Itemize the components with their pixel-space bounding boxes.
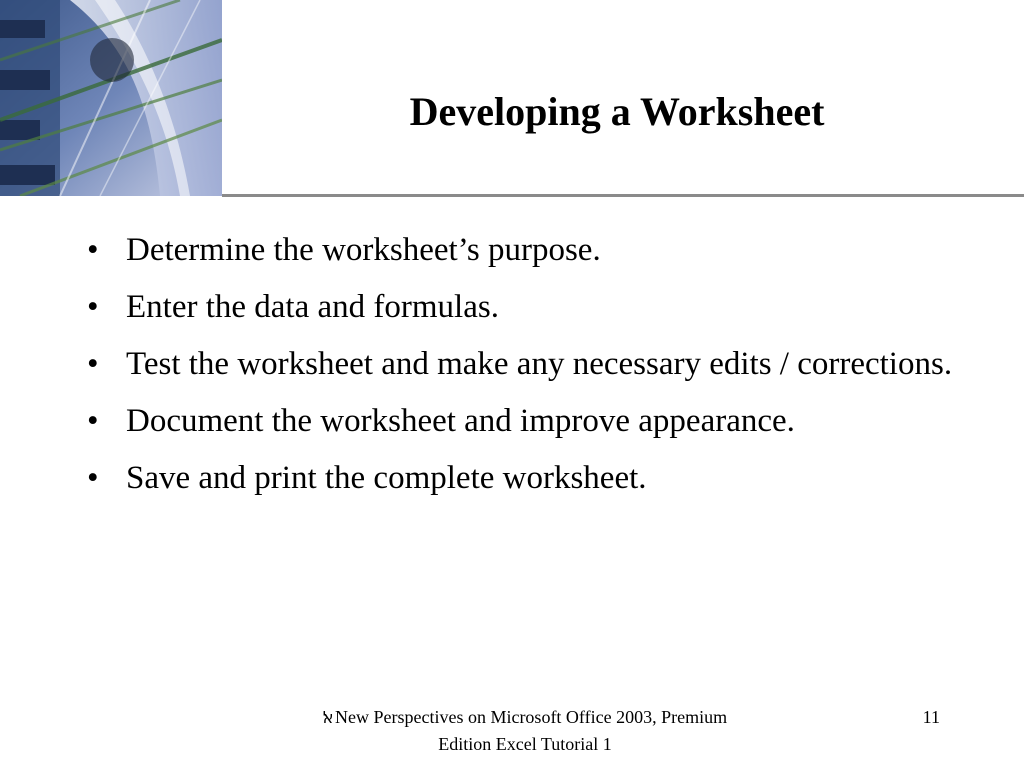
bullet-text: Test the worksheet and make any necessary edits / corrections.	[126, 346, 953, 382]
header-architecture-image	[0, 0, 222, 196]
bullet-marker: •	[87, 403, 99, 439]
bullet-item	[82, 342, 962, 387]
footer-line-2: Edition Excel Tutorial 1	[438, 734, 612, 754]
bullet-item	[82, 456, 962, 501]
architecture-photo-icon	[0, 0, 222, 196]
bullet-item	[82, 228, 962, 273]
xp-logo-icon: ﭏ	[322, 708, 333, 727]
bullet-text: Determine the worksheet’s purpose.	[126, 232, 601, 268]
bullet-marker: •	[87, 346, 99, 382]
bullet-text: Document the worksheet and improve appearance.	[126, 403, 795, 439]
bullet-item	[82, 285, 962, 330]
page-number: 11	[922, 707, 940, 727]
footer-line-1: New Perspectives on Microsoft Office 2003, Premium	[334, 707, 728, 727]
bullet-list	[82, 228, 962, 513]
bullet-item	[82, 399, 962, 444]
slide-title: Developing a Worksheet	[409, 89, 825, 134]
bullet-text: Save and print the complete worksheet.	[126, 460, 647, 496]
title-divider	[222, 194, 1024, 197]
bullet-text: Enter the data and formulas.	[126, 289, 499, 325]
bullet-marker: •	[87, 289, 99, 325]
bullet-marker: •	[87, 232, 99, 268]
bullet-marker: •	[87, 460, 99, 496]
footer-caption	[290, 704, 760, 757]
